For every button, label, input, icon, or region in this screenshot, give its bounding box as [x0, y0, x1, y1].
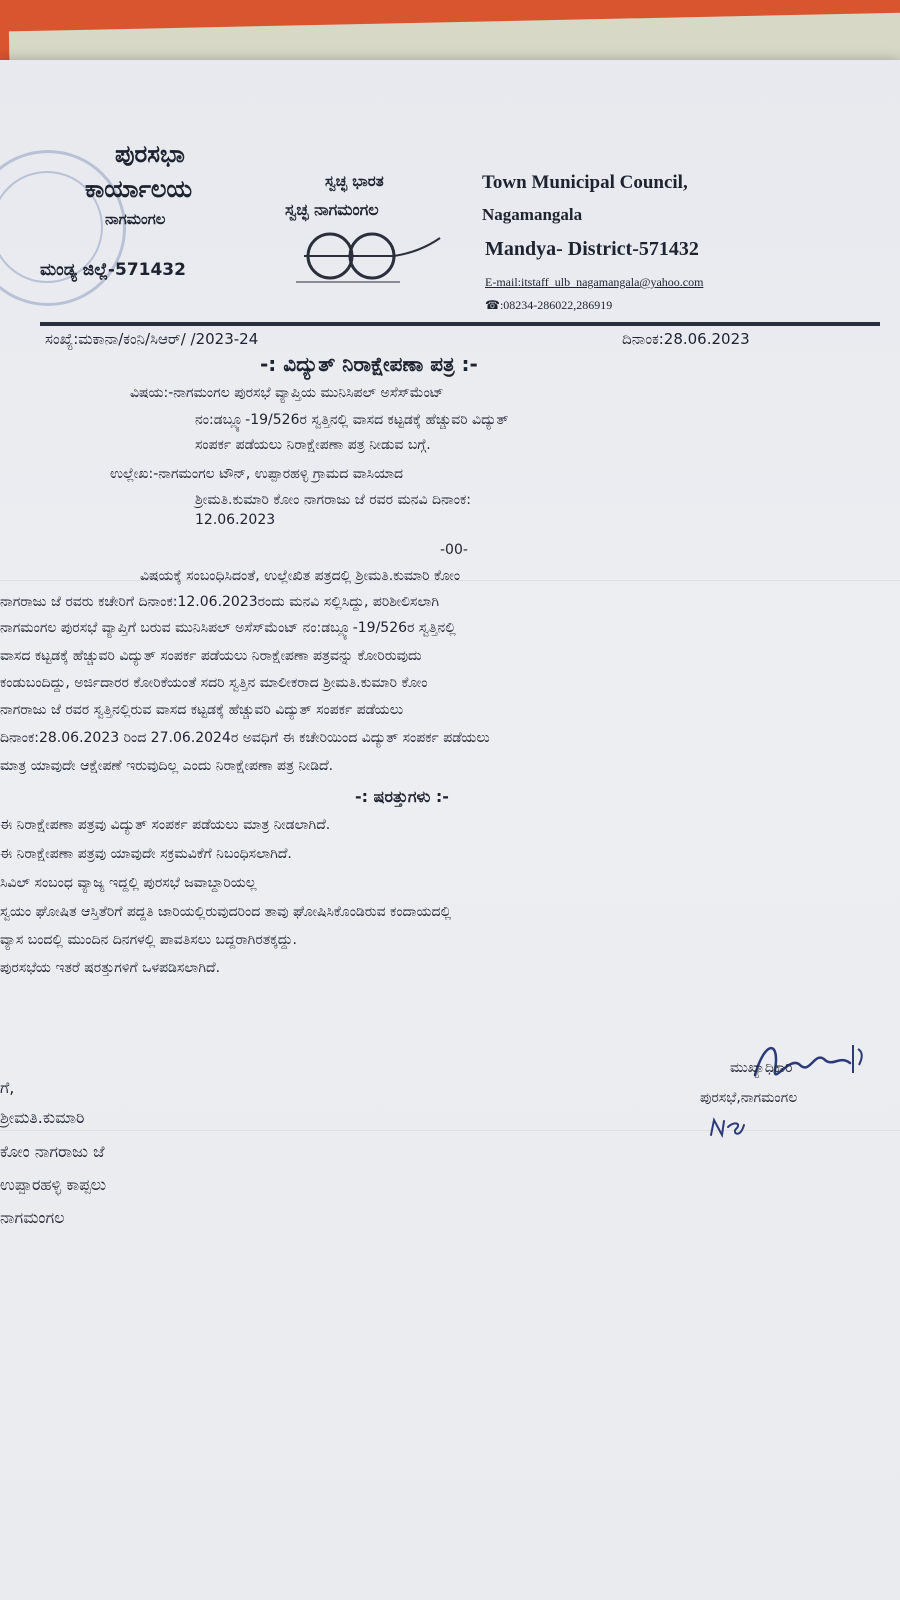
- recipient-line: ಉಪ್ಪಾರಹಳ್ಳಿ ಕಾಪ್ಪಲು: [0, 1175, 107, 1194]
- subject-line: ಸಂಪರ್ಕ ಪಡೆಯಲು ನಿರಾಕ್ಷೇಪಣಾ ಪತ್ರ ನೀಡುವ ಬಗ್ಗೆ.: [195, 437, 431, 453]
- header-en-name: Town Municipal Council,: [482, 172, 688, 193]
- swachh-bharat-line1: ಸ್ವಚ್ಛ ಭಾರತ: [325, 172, 384, 190]
- recipient-line: ಶ್ರೀಮತಿ.ಕುಮಾರಿ: [0, 1108, 85, 1127]
- signatory-office: ಪುರಸಭೆ,ನಾಗಮಂಗಲ: [700, 1090, 798, 1106]
- body-line: ವಾಸದ ಕಟ್ಟಡಕ್ಕೆ ಹೆಚ್ಚುವರಿ ವಿದ್ಯುತ್ ಸಂಪರ್ಕ ಪಡೆಯಲು ನಿರಾಕ್ಷೇಪಣಾ ಪತ್ರವನ್ನು ಕೋರಿರುವುದು: [0, 648, 422, 664]
- conditions-title: -: ಷರತ್ತುಗಳು :-: [355, 787, 449, 806]
- subject-line: ವಿಷಯ:-ನಾಗಮಂಗಲ ಪುರಸಭೆ ವ್ಯಾಪ್ತಿಯ ಮುನಿಸಿಪಲ್ ಅಸೆಸ್‌ಮೆಂಟ್: [130, 385, 444, 401]
- reference-line: ಶ್ರೀಮತಿ.ಕುಮಾರಿ ಕೋಂ ನಾಗರಾಜು ಜೆ ರವರ ಮನವಿ ದಿನಾಂಕ:: [195, 492, 472, 508]
- swachh-bharat-line2: ಸ್ವಚ್ಛ ನಾಗಮಂಗಲ: [285, 200, 379, 219]
- condition-item: ವ್ಯಾಸ ಬಂದಲ್ಲಿ ಮುಂದಿನ ದಿನಗಳಲ್ಲಿ ಪಾವತಿಸಲು ಬದ್ದರಾಗಿರತಕ್ಕದ್ದು.: [0, 932, 297, 948]
- header-kn-line3: ನಾಗಮಂಗಲ: [105, 210, 166, 228]
- condition-item: ಪುರಸಭೆಯ ಇತರೆ ಷರತ್ತುಗಳಿಗೆ ಒಳಪಡಿಸಲಾಗಿದೆ.: [0, 960, 221, 976]
- reference-line: 12.06.2023: [195, 512, 276, 528]
- paper-crease: [0, 1130, 900, 1131]
- office-seal: [0, 150, 126, 306]
- body-line: ನಾಗರಾಜು ಜೆ ರವರ ಸ್ವತ್ತಿನಲ್ಲಿರುವ ವಾಸದ ಕಟ್ಟಡಕ್ಕೆ ಹೆಚ್ಚುವರಿ ವಿದ್ಯುತ್ ಸಂಪರ್ಕ ಪಡೆಯಲು: [0, 702, 404, 718]
- subject-line: ನಂ:ಡಬ್ಲ್ಯೂ-19/526ರ ಸ್ವತ್ತಿನಲ್ಲಿ ವಾಸದ ಕಟ್ಟಡಕ್ಕೆ ಹೆಚ್ಚುವರಿ ವಿದ್ಯುತ್: [195, 412, 509, 428]
- recipient-line: ಗೆ,: [0, 1078, 15, 1097]
- header-kn-district: ಮಂಡ್ಯ ಜಿಲ್ಲೆ-571432: [40, 260, 186, 280]
- body-line: ಮಾತ್ರ ಯಾವುದೇ ಆಕ್ಷೇಪಣೆ ಇರುವುದಿಲ್ಲ ಎಂದು ನಿರಾಕ್ಷೇಪಣಾ ಪತ್ರ ನೀಡಿದೆ.: [0, 758, 334, 774]
- recipient-line: ನಾಗಮಂಗಲ: [0, 1208, 65, 1227]
- letter-date: ದಿನಾಂಕ:28.06.2023: [622, 330, 750, 348]
- body-line: ಕಂಡುಬಂದಿದ್ದು, ಅರ್ಜಿದಾರರ ಕೋರಿಕೆಯಂತೆ ಸದರಿ ಸ್ವತ್ತಿನ ಮಾಲೀಕರಾದ ಶ್ರೀಮತಿ.ಕುಮಾರಿ ಕೋಂ: [0, 675, 428, 691]
- reference-number: ಸಂಖ್ಯೆ:ಮಕಾನಾ/ಕಂನಿ/ಸಿಆರ್/ /2023-24: [45, 330, 259, 348]
- reference-line: ಉಲ್ಲೇಖ:-ನಾಗಮಂಗಲ ಟೌನ್, ಉಪ್ಪಾರಹಳ್ಳಿ ಗ್ರಾಮದ ವಾಸಿಯಾದ: [110, 466, 404, 482]
- header-kn-line2: ಕಾರ್ಯಾಲಯ: [85, 175, 193, 203]
- body-line: ನಾಗರಾಜು ಜೆ ರವರು ಕಚೇರಿಗೆ ದಿನಾಂಕ:12.06.2023ರಂದು ಮನವಿ ಸಲ್ಲಿಸಿದ್ದು, ಪರಿಶೀಲಿಸಲಾಗಿ: [0, 594, 440, 610]
- swachh-bharat-logo: [290, 228, 450, 288]
- header-email: E-mail:itstaff_ulb_nagamangala@yahoo.com: [485, 275, 704, 289]
- document-page: [0, 60, 900, 1600]
- condition-item: ಈ ನಿರಾಕ್ಷೇಪಣಾ ಪತ್ರವು ಯಾವುದೇ ಸಕ್ರಮವಿಕೆಗೆ ನಿಬಂಧಿಸಲಾಗಿದೆ.: [0, 846, 292, 862]
- header-phone: ☎:08234-286022,286919: [485, 298, 613, 312]
- body-line: ವಿಷಯಕ್ಕೆ ಸಂಬಂಧಿಸಿದಂತೆ, ಉಲ್ಲೇಖಿತ ಪತ್ರದಲ್ಲಿ ಶ್ರೀಮತಿ.ಕುಮಾರಿ ಕೋಂ: [140, 568, 461, 584]
- body-line: ನಾಗಮಂಗಲ ಪುರಸಭೆ ವ್ಯಾಪ್ತಿಗೆ ಬರುವ ಮುನಿಸಿಪಲ್ ಅಸೆಸ್‌ಮೆಂಟ್ ನಂ:ಡಬ್ಲ್ಯೂ-19/526ರ ಸ್ವತ್ತಿನಲ್ಲಿ: [0, 620, 456, 636]
- separator: -00-: [440, 542, 468, 558]
- header-kn-line1: ಪುರಸಭಾ: [115, 140, 185, 168]
- header-en-town: Nagamangala: [482, 205, 583, 224]
- recipient-line: ಕೋಂ ನಾಗರಾಜು ಜೆ: [0, 1142, 105, 1161]
- condition-item: ಸಿವಿಲ್ ಸಂಬಂಧ ವ್ಯಾಜ್ಯ ಇದ್ದಲ್ಲಿ ಪುರಸಭೆ ಜವಾಬ್ದಾರಿಯಲ್ಲ: [0, 875, 257, 891]
- initials-mark: [708, 1115, 748, 1141]
- document-title: -: ವಿದ್ಯುತ್ ನಿರಾಕ್ಷೇಪಣಾ ಪತ್ರ :-: [260, 352, 478, 376]
- condition-item: ಸ್ವಯಂ ಘೋಷಿತ ಆಸ್ತಿತೆರಿಗೆ ಪದ್ದತಿ ಜಾರಿಯಲ್ಲಿರುವುದರಿಂದ ತಾವು ಘೋಷಿಸಿಕೊಂಡಿರುವ ಕಂದಾಯದಲ್ಲಿ: [0, 904, 452, 920]
- header-en-district: Mandya- District-571432: [485, 238, 699, 260]
- header-divider: [40, 322, 880, 326]
- signatory-title: ಮುಖ್ಯಾಧಿಕಾರಿ: [730, 1060, 793, 1076]
- condition-item: ಈ ನಿರಾಕ್ಷೇಪಣಾ ಪತ್ರವು ವಿದ್ಯುತ್ ಸಂಪರ್ಕ ಪಡೆಯಲು ಮಾತ್ರ ನೀಡಲಾಗಿದೆ.: [0, 817, 331, 833]
- body-line: ದಿನಾಂಕ:28.06.2023 ರಿಂದ 27.06.2024ರ ಅವಧಿಗೆ ಈ ಕಚೇರಿಯಿಂದ ವಿದ್ಯುತ್ ಸಂಪರ್ಕ ಪಡೆಯಲು: [0, 730, 490, 746]
